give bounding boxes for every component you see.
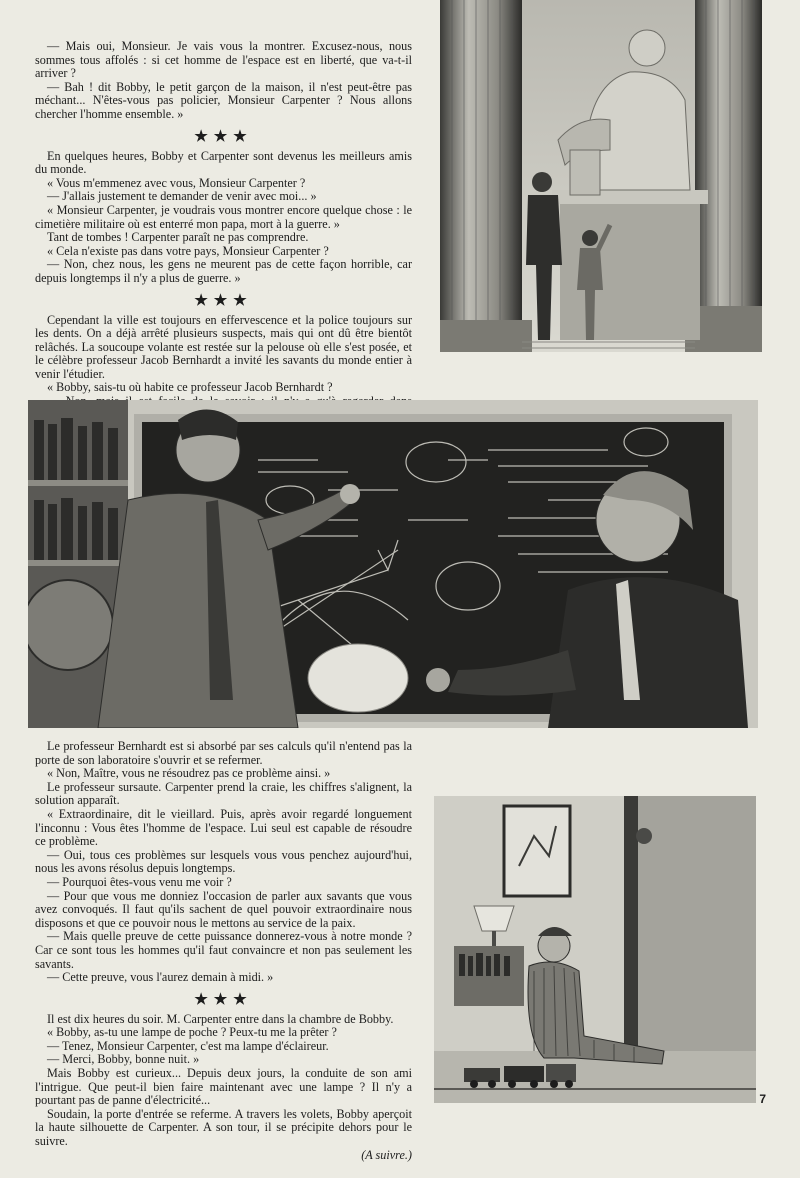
section-separator: ★★★: [194, 128, 253, 145]
memorial-drawing: [440, 0, 762, 352]
page-number: 7: [759, 1092, 766, 1106]
paragraph: Tant de tombes ! Carpenter paraît ne pas comprendre.: [47, 230, 309, 245]
paragraph: « Vous m'emmenez avec vous, Monsieur Carpenter ?: [47, 175, 306, 190]
paragraph: Mais Bobby est curieux... Depuis deux jours, la conduite de son ami l'intrigue. Que peut-il bien faire maintenant avec une lampe ? Il n'y a pourtant pas de panne d'électricité...: [35, 1066, 412, 1108]
to-be-continued: (A suivre.): [361, 1147, 412, 1162]
paragraph: — J'allais justement te demander de venir avec moi... »: [47, 189, 317, 204]
paragraph: — Cette preuve, vous l'aurez demain à midi. »: [47, 970, 274, 985]
continuation-line: [35, 1149, 412, 1163]
section-separator: ★★★: [194, 991, 253, 1008]
bottom-text-column: [35, 740, 412, 1162]
paragraph: Le professeur sursaute. Carpenter prend la craie, les chiffres s'alignent, la solution apparaît.: [35, 779, 412, 808]
paragraph: — Mais oui, Monsieur. Je vais vous la montrer. Excusez-nous, nous sommes tous affolés : si cet homme de l'espace est en liberté, que va-t-il arriver ?: [35, 39, 412, 81]
blackboard-illustration: [28, 400, 758, 728]
paragraph: « Extraordinaire, dit le vieillard. Puis, après avoir regardé longuement l'inconnu : Vous êtes l'homme de l'espace. Lui seul est capable de résoudre ce problème.: [35, 806, 412, 849]
paragraph: Cependant la ville est toujours en effervescence et la police toujours sur les dents. On a déjà arrêté plusieurs suspects, mais qui ont dû être bientôt relâchés. La soucoupe volante est restée sur la pelouse où elle s'est posée, et le célèbre professeur Jacob Bernhardt a invité les savants du monde entier à venir l'étudier.: [35, 312, 412, 381]
paragraph: « Cela n'existe pas dans votre pays, Monsieur Carpenter ?: [47, 243, 329, 258]
paragraph: — Non, chez nous, les gens ne meurent pas de cette façon horrible, car depuis longtemps il n'y a plus de guerre. »: [35, 257, 412, 285]
paragraph: — Oui, tous ces problèmes sur lesquels vous vous penchez aujourd'hui, nous les avons résolus depuis longtemps.: [35, 847, 412, 876]
bedroom-illustration: [434, 796, 756, 1103]
paragraph: Il est dix heures du soir. M. Carpenter entre dans la chambre de Bobby.: [47, 1011, 394, 1026]
paragraph: — Pour que vous me donniez l'occasion de parler aux savants que vous avez convoqués. Il faut qu'ils sachent de quel pouvoir extraordinaire nous disposons et que ce pouvoir nous le mettons au service de la paix.: [35, 888, 412, 930]
memorial-illustration: [440, 0, 762, 352]
paragraph: — Mais quelle preuve de cette puissance donnerez-vous à notre monde ? Car ce sont tous les hommes qu'il faut convaincre et non pas seulement les savants.: [35, 929, 412, 971]
paragraph: En quelques heures, Bobby et Carpenter sont devenus les meilleurs amis du monde.: [35, 148, 412, 177]
paragraph: Le professeur Bernhardt est si absorbé par ses calculs qu'il n'entend pas la porte de son laboratoire s'ouvrir et se refermer.: [35, 739, 412, 767]
blackboard-drawing: [28, 400, 758, 728]
paragraph: « Bobby, as-tu une lampe de poche ? Peux-tu me la prêter ?: [47, 1025, 337, 1040]
section-separator: ★★★: [194, 292, 253, 309]
paragraph: « Non, Maître, vous ne résoudrez pas ce problème ainsi. »: [47, 766, 331, 781]
paragraph: « Bobby, sais-tu où habite ce professeur Jacob Bernhardt ?: [47, 380, 333, 395]
bedroom-drawing: [434, 796, 756, 1103]
top-text-column: [35, 40, 412, 422]
paragraph: Soudain, la porte d'entrée se referme. A travers les volets, Bobby aperçoit la haute silhouette de Carpenter. A son tour, il se précipite dehors pour le suivre.: [35, 1106, 412, 1149]
paragraph: — Bah ! dit Bobby, le petit garçon de la maison, il n'est peut-être pas méchant... N'êtes-vous pas policier, Monsieur Carpenter ? Nous allons chercher l'homme ensemble. »: [35, 79, 412, 121]
paragraph: — Merci, Bobby, bonne nuit. »: [47, 1052, 200, 1067]
paragraph: — Tenez, Monsieur Carpenter, c'est ma lampe d'éclaireur.: [47, 1038, 329, 1053]
paragraph: — Pourquoi êtes-vous venu me voir ?: [47, 874, 232, 889]
paragraph: « Monsieur Carpenter, je voudrais vous montrer encore quelque chose : le cimetière militaire où est enterré mon papa, mort à la guerre. »: [35, 202, 412, 231]
